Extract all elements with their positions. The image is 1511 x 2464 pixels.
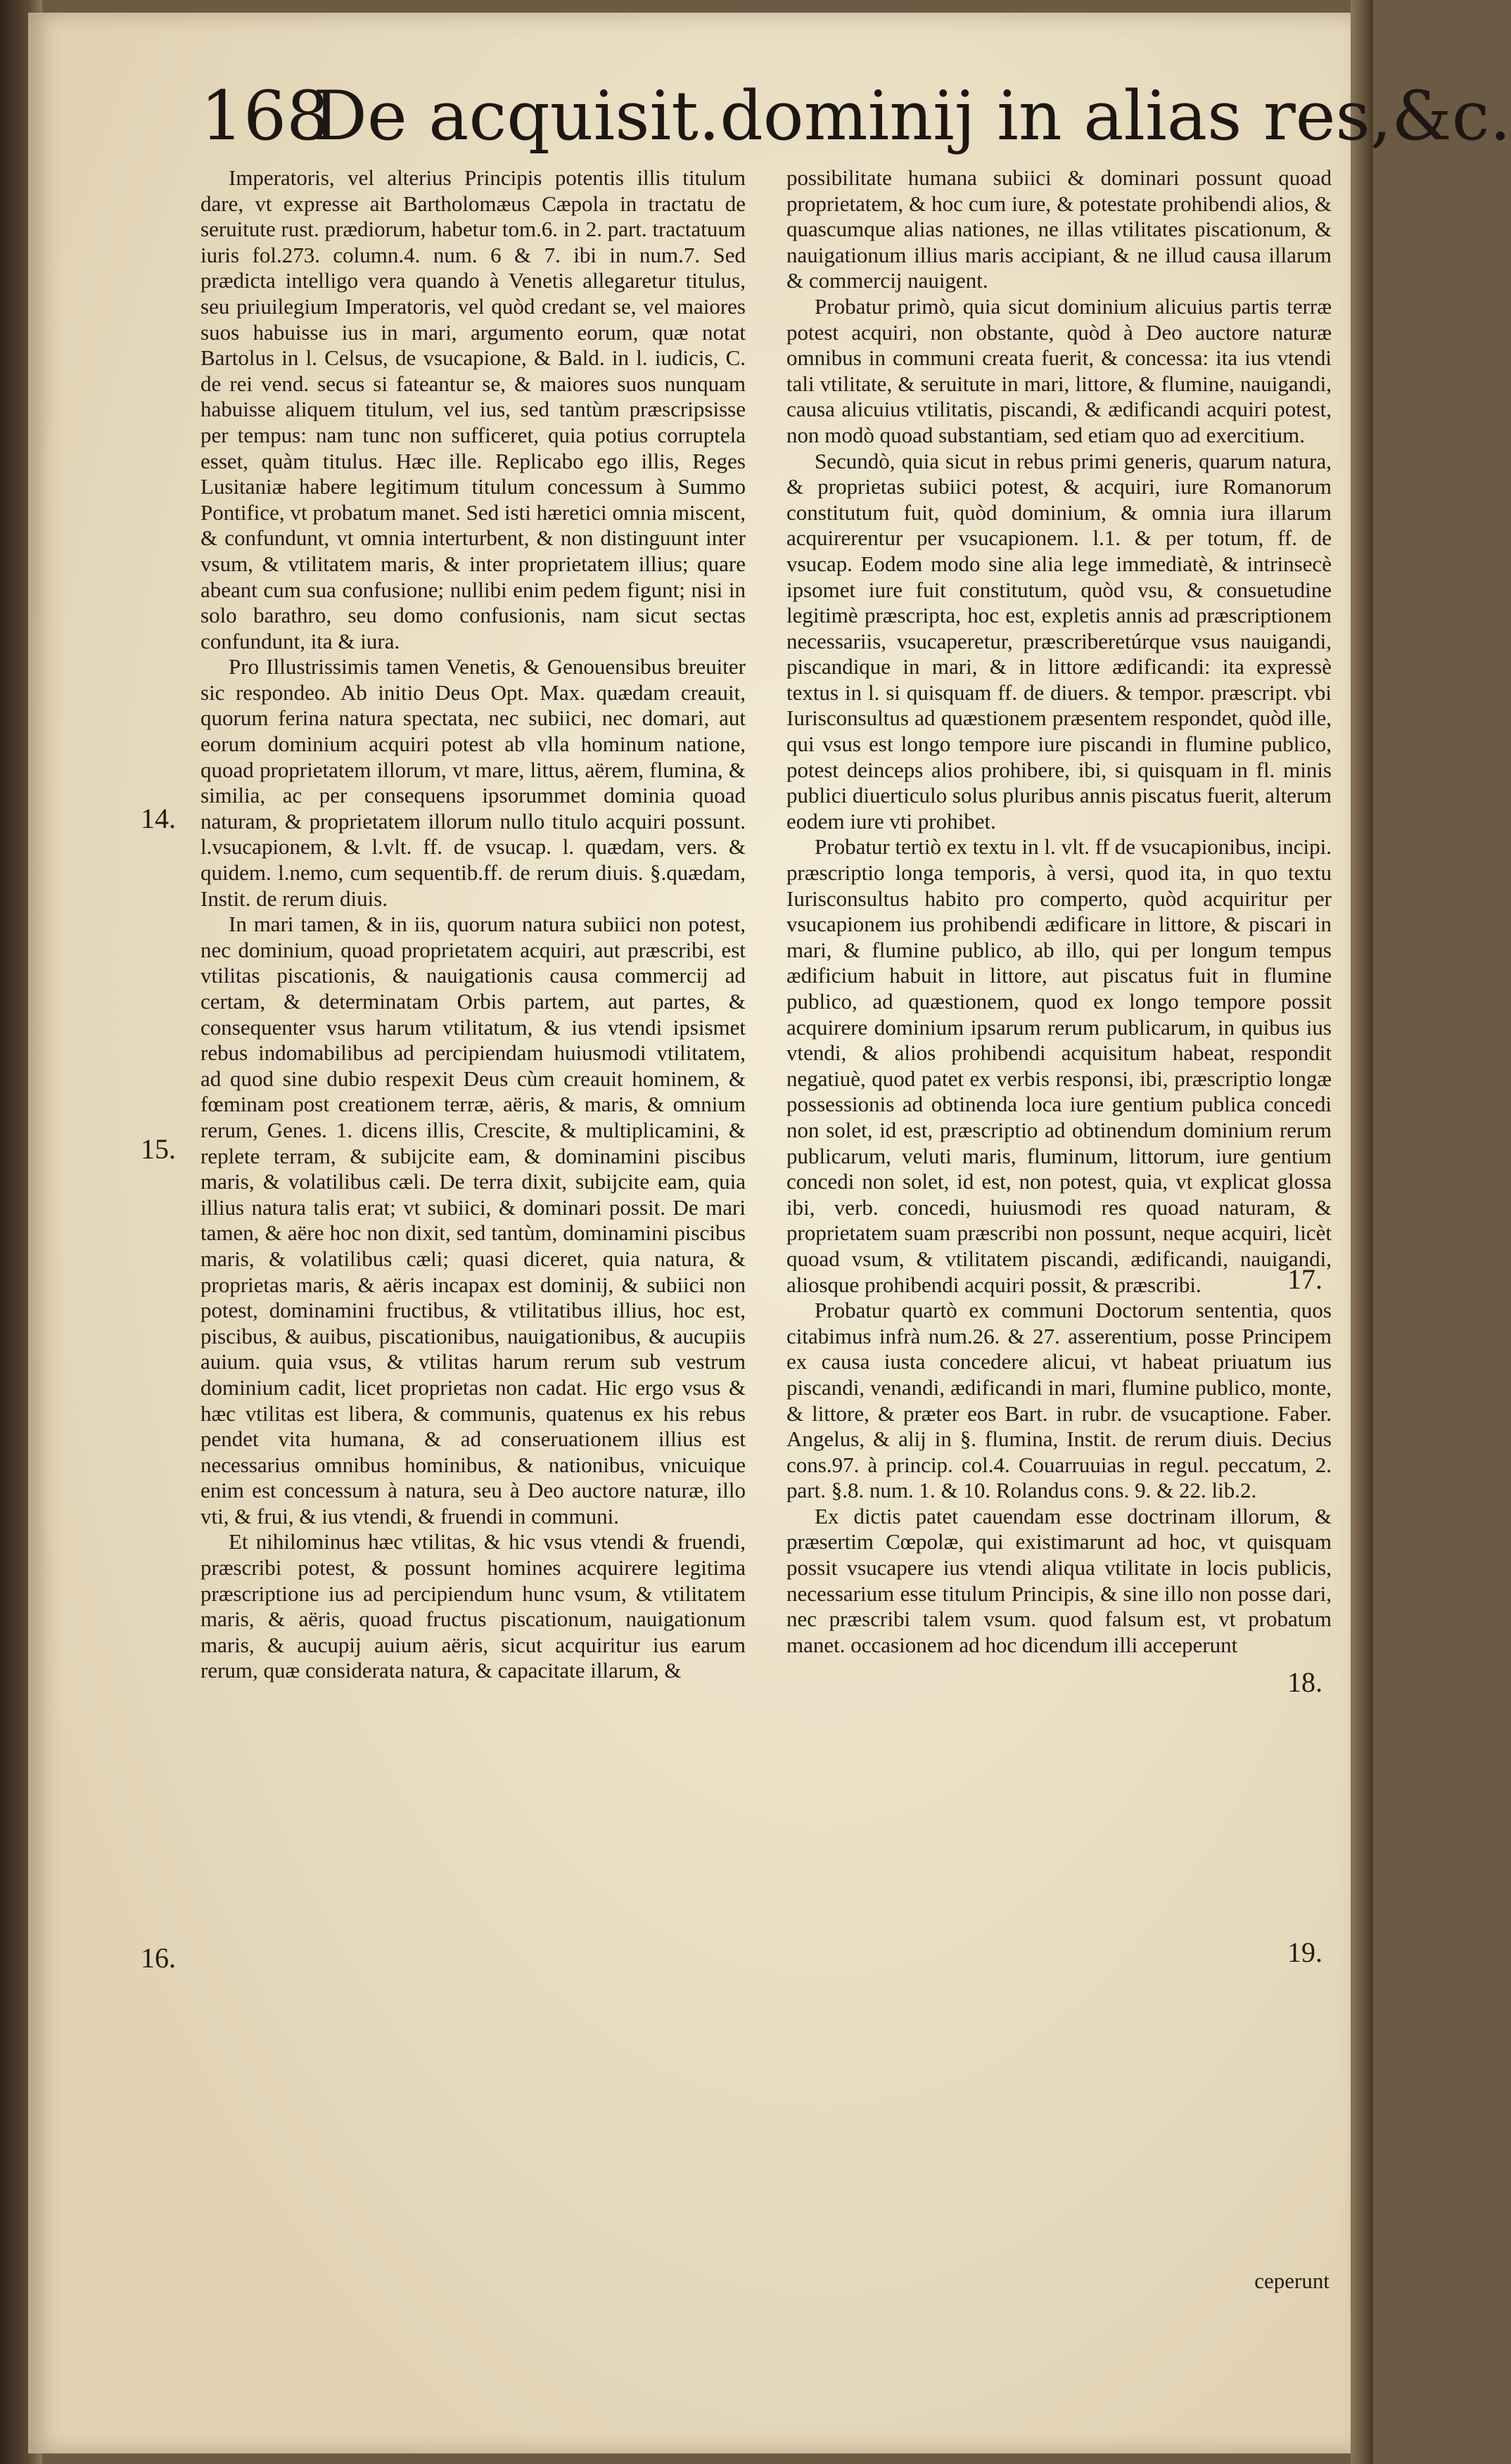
catch-word: ceperunt xyxy=(1254,2268,1330,2293)
margin-number-17: 17. xyxy=(1287,1263,1322,1295)
paragraph-right-2: Probatur primò, quia sicut dominium alicuius partis terræ potest acquiri, non obstante, quòd à Deo auctore naturæ omnibus in communi creata fuerit, & concessa: ita ius vtendi tali vtilitate, & seruitute in mari, littore, & flumine, nauigandi, causa alicuius vtilitatis, piscandi, & ædificandi acquiri potest, non modò quoad substantiam, sed etiam quo ad exercitium. xyxy=(786,293,1332,447)
paragraph-right-5: Probatur quartò ex communi Doctorum sententia, quos citabimus infrà num.26. & 27. asserentium, posse Principem ex causa iusta concedere alicui, vt habeat priuatum ius piscandi, venandi, ædificandi in mari, flumine publico, monte, & littore, & præter eos Bart. in rubr. de vsucaptione. Faber. Angelus, & alij in §. flumina, Instit. de rerum diuis. Decius cons.97. à princip. col.4. Couarruuias in regul. peccatum, 2. part. §.8. num. 1. & 10. Rolandus cons. 9. & 22. lib.2. xyxy=(786,1298,1332,1503)
left-column xyxy=(200,165,746,1684)
paragraph-right-1: possibilitate humana subiici & dominari possunt quoad proprietatem, & hoc cum iure, & potestate prohibendi alios, & quascumque alias nationes, ne illas vtilitates piscationum, & nauigationum illius maris accipiant, & ne illud causa illarum & commercij nauigent. xyxy=(786,165,1332,293)
margin-number-19: 19. xyxy=(1287,1936,1322,1968)
page-edge xyxy=(1351,0,1373,2464)
margin-number-16: 16. xyxy=(141,1942,176,1974)
paragraph-left-2: Pro Illustrissimis tamen Venetis, & Genouensibus breuiter sic respondeo. Ab initio Deus Opt. Max. quædam creauit, quorum ferina natura spectata, nec subiici, nec domari, aut eorum dominium acquiri potest ab vlla hominum natione, quoad proprietatem illorum, vt mare, littus, aërem, flumina, & similia, ac per consequens ipsorummet dominia quoad naturam, & proprietatem illorum nullo titulo acquiri possunt. l.vsucapionem, & l.vlt. ff. de vsucap. l. quædam, vers. & quidem. l.nemo, cum sequentib.ff. de rerum diuis. §.quædam, Instit. de rerum diuis. xyxy=(200,654,746,911)
right-column xyxy=(786,165,1332,1658)
paragraph-right-3: Secundò, quia sicut in rebus primi generis, quarum natura, & proprietas subiici potest, & acquiri, iure Romanorum constitutum fuit, quòd dominium, & omnia iura illarum acquirerentur per vsucapionem. l.1. & per totum, ff. de vsucap. Eodem modo sine alia lege immediatè, & intrinsecè ipsomet iure fuit constitutum, quòd vsu, & consuetudine legitimè præscripta, hoc est, expletis annis ad præscriptionem necessariis, vsucaperetur, præscriberetúrque vsus nauigandi, piscandique in mari, & in littore ædificandi: ita expressè textus in l. si quisquam ff. de diuers. & tempor. præscript. vbi Iurisconsultus ad quæstionem præsentem respondet, quòd ille, qui vsus est longo tempore iure piscandi in flumine publico, potest deinceps alios prohibere, ibi, si quisquam in fl. minis publici diuerticulo solus pluribus annis piscatus fuerit, alterum eodem iure vti prohibet. xyxy=(786,448,1332,834)
paragraph-left-4: Et nihilominus hæc vtilitas, & hic vsus vtendi & fruendi, præscribi potest, & possunt homines acquirere legitima præscriptione ius ad percipiendum hunc vsum, & vtilitatem maris, & aëris, quoad fructus piscationum, nauigationum maris, & aucupij auium aëris, sicut acquiritur ius earum rerum, quæ considerata natura, & capacitate illarum, & xyxy=(200,1529,746,1683)
running-head: De acquisit.dominij in alias res,&c. xyxy=(313,77,1511,155)
page-header xyxy=(200,70,1511,162)
paragraph-right-4: Probatur tertiò ex textu in l. vlt. ff de vsucapionibus, incipi. præscriptio longa temporis, à versi, quod ita, in quo textu Iurisconsultus habito pro comperto, quòd acquiritur per vsucapionem ius prohibendi ædificare in littore, & piscari in mari, & flumine publico, ab illo, qui per longum tempus ædificium habuit in littore, aut piscatus fuit in flumine publico, ad quæstionem, quod ex longo tempore possit acquirere dominium ipsarum rerum publicarum, in quibus ius vtendi, & alios prohibendi acquisitum habeat, respondit negatiuè, quod patet ex verbis responsi, ibi, præscriptio longæ possessionis ad obtinenda loca iure gentium publica concedi non solet, id est, præscriptio ad obtinendum dominium rerum publicarum, veluti maris, fluminum, littorum, iure gentium concedi non solet, id est, non potest, quia, vt explicat glossa ibi, verb. concedi, huiusmodi res quoad naturam, & proprietatem suam præscribi non possunt, neque acquiri, licèt quoad vsum, & vtilitatem piscandi, ædificandi, nauigandi, aliosque prohibendi acquiri possit, & præscribi. xyxy=(786,834,1332,1297)
margin-number-14: 14. xyxy=(141,803,176,834)
paragraph-right-6: Ex dictis patet cauendam esse doctrinam illorum, & præsertim Cœpolæ, qui existimarunt ad hoc, vt quisquam possit vsucapere ius vtendi aliqua vtilitate in locis publicis, necessarium esse titulum Principis, & sine illo non posse dari, nec præscribi talem vsum. quod falsum est, vt probatum manet. occasionem ad hoc dicendum illi acceperunt xyxy=(786,1503,1332,1657)
paragraph-left-1: Imperatoris, vel alterius Principis potentis illis titulum dare, vt expresse ait Bartholomæus Cæpola in tractatu de seruitute rust. prædiorum, habetur tom.6. in 2. part. tractatuum iuris fol.273. column.4. num. 6 & 7. ibi in num.7. Sed prædicta intelligo vera quando à Venetis allegaretur titulus, seu priuilegium Imperatoris, vel quòd credant se, vel maiores suos habuisse ius in mari, argumento eorum, quæ notat Bartolus in l. Celsus, de vsucapione, & Bald. in l. iudicis, C. de rei vend. secus si fateantur se, & maiores suos nunquam habuisse aliquem titulum, vel ius, sed tantùm præscripsisse per tempus: nam tunc non sufficeret, quia potius corruptela esset, quàm titulus. Hæc ille. Replicabo ego illis, Reges Lusitaniæ habere legitimum titulum concessum à Summo Pontifice, vt probatum manet. Sed isti hæretici omnia miscent, & confundunt, vt omnia interturbent, & non distinguunt inter vsum, & vtilitatem maris, & inter proprietatem illius; quare abeant cum sua confusione; nullibi enim pedem figunt; nisi in solo barathro, seu domo confusionis, nam sicut sectas confundunt, ita & iura. xyxy=(200,165,746,653)
margin-number-18: 18. xyxy=(1287,1666,1322,1698)
paragraph-left-3: In mari tamen, & in iis, quorum natura subiici non potest, nec dominium, quoad proprietatem acquiri, aut præscribi, est vtilitas piscationis, & nauigationis causa commercij ad certam, & determinatam Orbis partem, aut partes, & consequenter vsus harum vtilitatum, & ius vtendi ipsismet rebus indomabilibus ad percipiendam huiusmodi vtilitatem, ad quod sine dubio respexit Deus cùm creauit hominem, & fœminam post creationem terræ, aëris, & maris, & omnium rerum, Genes. 1. dicens illis, Crescite, & multiplicamini, & replete terram, & subijcite eam, & dominamini piscibus maris, & volatilibus cæli. De terra dixit, subijcite eam, quia illius natura talis erat; vt subiici, & dominari possit. De mari tamen, & aëre hoc non dixit, sed tantùm, dominamini piscibus maris, & volatilibus cæli; quasi diceret, quia natura, & proprietas maris, & aëris incapax est dominij, & subiici non potest, dominamini fructibus, & vtilitatibus illius, hoc est, piscibus, & auibus, piscationibus, nauigationibus, & aucupiis auium. quia vsus, & vtilitas harum rerum sub vestrum dominium cadit, licet proprietas non cadat. Hic ergo vsus & hæc vtilitas est libera, & communis, quatenus ex his rebus pendet vita humana, & ad conseruationem illius est necessarius omnibus hominibus, & nationibus, vnicuique enim est concessum à natura, seu à Deo auctore naturæ, illo vti, & frui, & ius vtendi, & fruendi in communi. xyxy=(200,912,746,1528)
page-number: 168 xyxy=(200,77,330,155)
margin-number-15: 15. xyxy=(141,1133,176,1165)
